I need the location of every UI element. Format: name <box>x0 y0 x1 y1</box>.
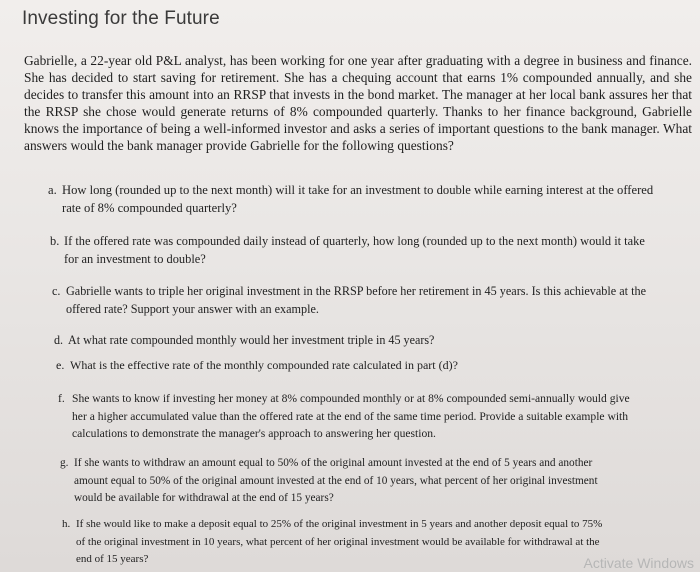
question-d <box>54 332 434 350</box>
question-text-line: At what rate compounded monthly would her investment triple in 45 years? <box>68 333 435 347</box>
question-text-line: her a higher accumulated value than the offered rate at the end of the same time period. Provide a suitable example with <box>72 409 629 423</box>
question-text-line: of the original investment in 10 years, what percent of her original investment would be available for withdrawal at the <box>76 535 600 548</box>
question-b <box>50 233 645 268</box>
question-letter: a. <box>48 183 57 197</box>
question-text-line: end of 15 years? <box>76 553 149 565</box>
question-c <box>52 283 646 318</box>
question-letter: f. <box>58 392 65 405</box>
question-text-line: What is the effective rate of the monthly compounded rate calculated in part (d)? <box>70 358 458 372</box>
question-text-line: If she wants to withdraw an amount equal to 50% of the original amount invested at the end of 5 years and another <box>74 457 593 469</box>
question-f <box>58 390 630 443</box>
question-text-line: calculations to demonstrate the manager's approach to answering her question. <box>72 427 436 440</box>
question-letter: c. <box>52 284 61 298</box>
question-text-line: She wants to know if investing her money at 8% compounded monthly or at 8% compounded semi-annually would give <box>72 392 630 405</box>
question-text-line: If she would like to make a deposit equal to 25% of the original investment in 5 years and another deposit equal to 75% <box>76 518 603 530</box>
question-text-line: amount equal to 50% of the original amount invested at the end of 10 years, what percent of her original investment <box>74 474 598 487</box>
question-h <box>62 516 602 569</box>
question-letter: h. <box>62 518 71 530</box>
question-letter: g. <box>60 457 69 469</box>
question-text-line: offered rate? Support your answer with an example. <box>66 301 319 316</box>
question-letter: b. <box>50 234 60 248</box>
page-title: Investing for the Future <box>22 8 220 29</box>
question-e <box>56 357 458 375</box>
question-text-line: for an investment to double? <box>64 251 206 266</box>
intro-paragraph: Gabrielle, a 22-year old P&L analyst, has been working for one year after graduating with a degree in business and finance. She has decided to start saving for retirement. She has a chequing account that earns 1% compounded annually, and she decides to transfer this amount into an RRSP that invests in the bond market. The manager at her local bank assures her that the RRSP she chose would generate returns of 8% compounded quarterly. Thanks to her finance background, Gabrielle knows the importance of being a well-informed investor and asks a series of important questions to the bank manager. What answers would the bank manager provide Gabrielle for the following questions? <box>24 53 692 153</box>
question-g <box>60 455 598 508</box>
question-letter: e. <box>56 358 65 372</box>
question-text-line: If the offered rate was compounded daily instead of quarterly, how long (rounded up to the next month) would it take <box>64 234 645 248</box>
activate-windows-watermark: Activate Windows <box>583 555 694 571</box>
question-text-line: would be available for withdrawal at the end of 15 years? <box>74 492 334 504</box>
question-letter: d. <box>54 333 64 347</box>
question-text-line: How long (rounded up to the next month) will it take for an investment to double while earning interest at the offered <box>62 183 654 197</box>
question-text-line: rate of 8% compounded quarterly? <box>62 200 237 215</box>
question-a <box>48 182 653 217</box>
question-text-line: Gabrielle wants to triple her original investment in the RRSP before her retirement in 45 years. Is this achievable at the <box>66 284 646 298</box>
